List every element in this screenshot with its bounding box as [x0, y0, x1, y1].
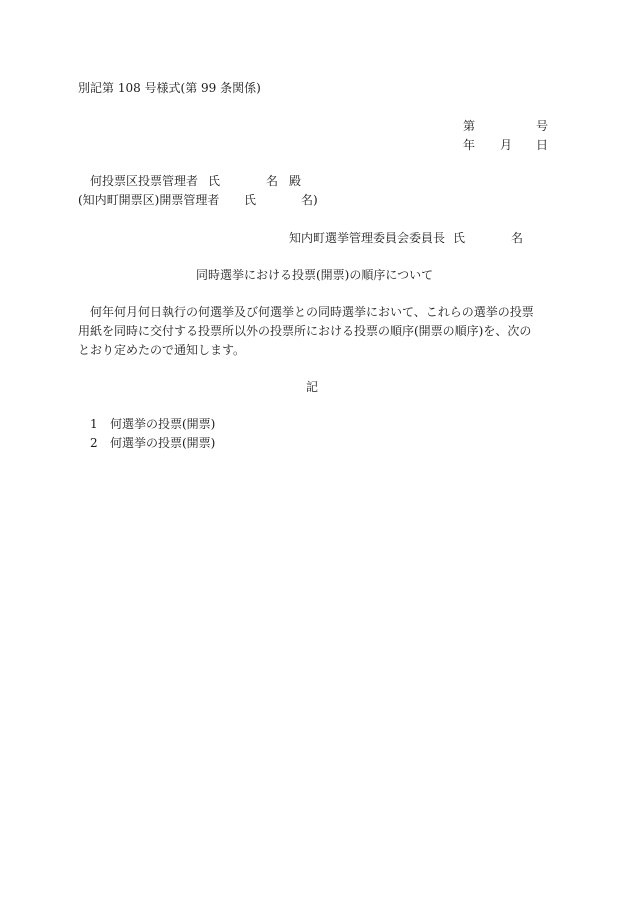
list-item-text: 何選挙の投票(開票): [110, 417, 216, 431]
sender-shi: 氏: [453, 231, 466, 245]
addressee1-title: 何投票区投票管理者: [90, 174, 199, 188]
date-year: 年: [463, 138, 476, 152]
date-day: 日: [536, 138, 549, 152]
addressee2-shi: 氏: [244, 193, 257, 207]
addressee1-mei: 名: [266, 174, 279, 188]
addressee2-mei: 名): [301, 193, 318, 207]
doc-number-go: 号: [536, 119, 549, 133]
addressee2-title: (知内町開票区)開票管理者: [78, 193, 220, 207]
list-item-number: 2: [90, 436, 98, 450]
sender-title: 知内町選挙管理委員会委員長: [289, 231, 446, 245]
body-paragraph: 何年何月何日執行の何選挙及び何選挙との同時選挙において、これらの選挙の投票用紙を同時に交付する投票所以外の投票所における投票の順序(開票の順序)を、次のとおり定めたので通知します。: [78, 305, 534, 357]
list-item-text: 何選挙の投票(開票): [110, 436, 216, 450]
date-month: 月: [500, 138, 513, 152]
addressee1-shi: 氏: [208, 174, 221, 188]
sender-mei: 名: [511, 231, 524, 245]
doc-number-dai: 第: [463, 119, 476, 133]
subject-heading: 同時選挙における投票(開票)の順序について: [196, 268, 434, 282]
list-item-number: 1: [90, 417, 98, 431]
ki-heading: 記: [306, 380, 319, 394]
addressee1-dono: 殿: [289, 174, 302, 188]
form-title: 別記第 108 号様式(第 99 条関係): [78, 81, 261, 95]
